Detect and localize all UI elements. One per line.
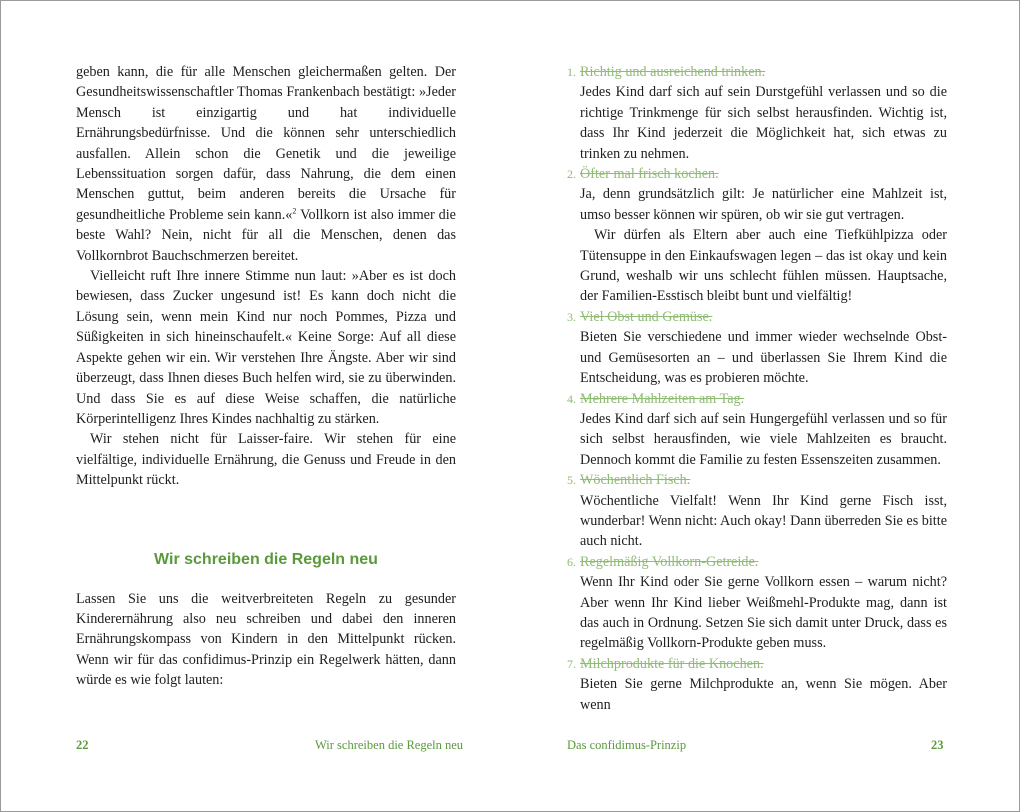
rule-title: Mehrere Mahlzeiten am Tag. [580,390,745,407]
rule-text: Wenn Ihr Kind oder Sie gerne Vollkorn essen – warum nicht? Aber wenn Ihr Kind lieber Weißmehl-Produkte mag, dann ist das auch in Ordnung. Setzen Sie sich damit unter Druck, dass es regelmäßig Vollkorn-Produkte geben muss. [580,574,947,652]
rule-item [567,164,947,307]
rule-text: Bieten Sie gerne Milchprodukte an, wenn Sie mögen. Aber wenn [580,676,947,713]
running-head-left: Wir schreiben die Regeln neu [315,738,464,752]
rule-title: Viel Obst und Gemüse. [580,308,713,325]
rule-number: 2. [567,167,576,182]
rule-number: 3. [567,309,576,324]
rule-heading [567,654,947,674]
rule-heading [567,552,947,572]
rule-item [567,62,947,164]
rules-list [567,62,947,715]
rule-text: Ja, denn grundsätzlich gilt: Je natürlicher eine Mahlzeit ist, umso besser können wir spüren, ob wir sie gut vertragen. [580,186,947,223]
paragraph [76,62,456,266]
rule-text: Wir dürfen als Eltern aber auch eine Tiefkühlpizza oder Tütensuppe in den Einkaufswagen legen – das ist okay und kein Grund, weshalb wir uns schlecht fühlen müssen. Hauptsache, der Familien-Esstisch bleibt bunt und vielfältig! [580,227,947,305]
rule-number: 4. [567,391,576,406]
paragraph-text: Vollkorn ist also immer die beste Wahl? Nein, nicht für all die Menschen, denen das Vollkornbrot Bauchschmerzen bereitet. [76,206,456,264]
rule-item [567,389,947,471]
rule-title: Öfter mal frisch kochen. [580,166,719,183]
rule-item [567,470,947,552]
rule-text: Jedes Kind darf sich auf sein Hungergefühl verlassen und so für sich selbst herausfinden, wie viele Mahlzeiten es braucht. Dennoch kommt die Familie zu festen Essenszeiten zusammen. [580,410,947,468]
page-number-right: 23 [931,738,944,752]
rule-number: 5. [567,473,576,488]
rule-heading [567,389,947,409]
footnote-mark: 2 [292,206,297,216]
rule-number: 1. [567,65,576,79]
rule-item [567,654,947,715]
rule-title: Regelmäßig Vollkorn-Getreide. [580,553,759,570]
rule-text: Bieten Sie verschiedene und immer wieder wechselnde Obst- und Gemüsesorten an – und überlassen Sie Ihrem Kind die Entscheidung, was es probieren möchte. [580,329,947,387]
rule-heading [567,307,947,327]
rule-number: 6. [567,554,576,569]
rule-text: Wöchentliche Vielfalt! Wenn Ihr Kind gerne Fisch isst, wunderbar! Wenn nicht: Auch okay! Dann überreden Sie es bitte auch nicht. [580,492,947,550]
section-heading: Wir schreiben die Regeln neu [154,550,378,568]
paragraph: Lassen Sie uns die weitverbreiteten Regeln zu gesunder Kinderernährung also neu schreiben und dabei den inneren Ernährungskompass von Kindern in den Mittelpunkt rücken. Wenn wir für das confidimus-Prinzip ein Regelwerk hätten, dann würde es wie folgt lauten: [76,590,456,689]
rule-heading [567,164,947,184]
paragraph: Wir stehen nicht für Laisser-faire. Wir stehen für eine vielfältige, individuelle Ernährung, die Genuss und Freude in den Mittelpunkt rückt. [76,431,456,489]
rule-heading [567,470,947,490]
running-head-right: Das confidimus-Prinzip [567,738,687,752]
rule-text: Jedes Kind darf sich auf sein Durstgefühl verlassen und so die richtige Trinkmenge für sich selbst herausfinden. Wichtig ist, dass Ihr Kind jederzeit die Möglichkeit hat, sich etwas zu trinken zu nehmen. [580,84,947,162]
right-page [567,62,947,715]
rule-item [567,552,947,654]
rule-title: Milchprodukte für die Knochen. [580,655,764,672]
rule-heading [567,62,947,82]
rule-title: Wöchentlich Fisch. [580,472,691,489]
paragraph-text: geben kann, die für alle Menschen gleichermaßen gelten. Der Gesundheitswissenschaftler Thomas Frankenbach bestätigt: »Jeder Mensch ist einzigartig und hat individuelle Ernährungsbedürfnisse. Und die können sehr unterschiedlich ausfallen. Allein schon die Genetik und die jeweilige Lebenssituation sorgen dafür, dass Nahrung, die dem einen Menschen guttut, beim anderen bereits die Ursache für gesundheitliche Probleme sein kann.« [76,64,456,223]
rule-number: 7. [567,656,576,671]
paragraph: Vielleicht ruft Ihre innere Stimme nun laut: »Aber es ist doch bewiesen, dass Zucker ungesund ist! Es kann doch nicht die Lösung sein, wenn mein Kind nur noch Pommes, Pizza und Süßigkeiten in sich hineinschaufelt.« Keine Sorge: Auf all diese Aspekte gehen wir ein. Wir verstehen Ihre Ängste. Aber wir sind überzeugt, dass Ihnen dieses Buch helfen wird, sie zu überwinden. Und dass Sie es auf diese Weise schaffen, die natürliche Körperintelligenz Ihres Kindes nachhaltig zu stärken. [76,268,456,427]
page-number-left: 22 [76,738,89,752]
rule-item [567,307,947,389]
left-page [76,62,456,691]
rule-title: Richtig und ausreichend trinken. [580,64,766,80]
